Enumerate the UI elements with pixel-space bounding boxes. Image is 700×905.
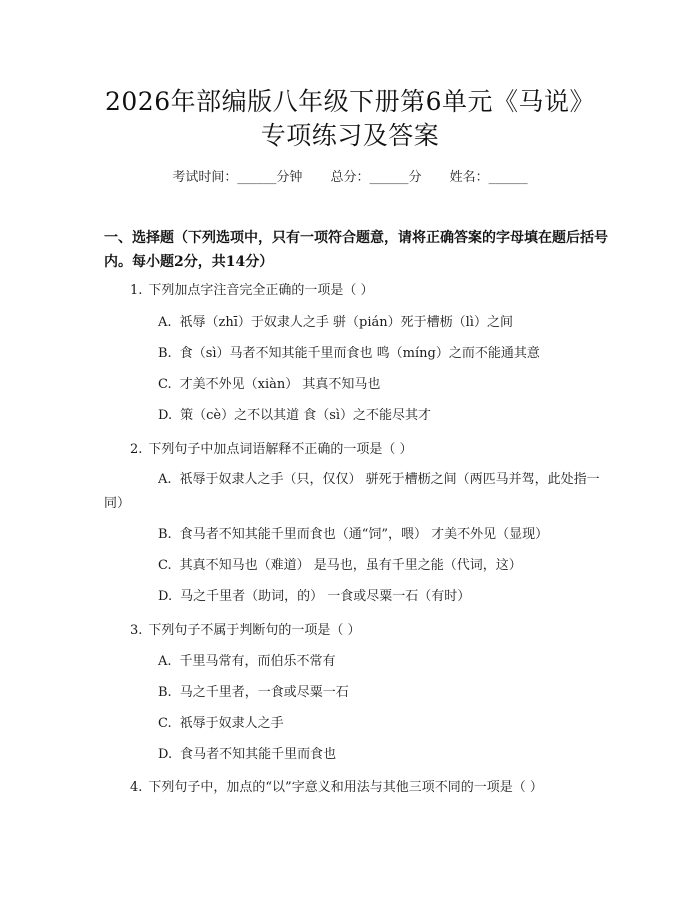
option-letter: C.	[158, 558, 172, 573]
option-1c	[158, 376, 608, 394]
question-3	[130, 622, 610, 640]
question-number: 4.	[130, 780, 143, 795]
option-3d	[158, 746, 608, 764]
option-text: 策（cè）之不以其道 食（sì）之不能尽其才	[180, 408, 432, 423]
student-name-field: 姓名：______	[449, 170, 528, 185]
page-subtitle: 专项练习及答案	[260, 121, 440, 150]
option-1a	[158, 314, 608, 332]
option-text: 祇辱于奴隶人之手（只，仅仅） 骈死于槽枥之间（两匹马并驾，此处指一同）	[104, 472, 600, 511]
option-letter: A.	[158, 654, 172, 669]
option-text: 其真不知马也（难道） 是马也，虽有千里之能（代词，这）	[179, 558, 522, 573]
option-2c	[158, 557, 608, 575]
option-text: 食马者不知其能千里而食也	[180, 747, 337, 762]
exam-info	[0, 169, 700, 187]
option-text: 食（sì）马者不知其能千里而食也 鸣（míng）之而不能通其意	[179, 346, 540, 361]
question-stem: 下列句子中，加点的“以”字意义和用法与其他三项不同的一项是（ ）	[148, 780, 543, 795]
question-stem: 下列句子不属于判断句的一项是（ ）	[148, 623, 361, 638]
question-number: 1.	[130, 283, 143, 298]
question-number: 3.	[130, 623, 143, 638]
option-letter: D.	[158, 408, 173, 423]
question-4	[130, 779, 610, 797]
option-2d	[158, 588, 608, 606]
question-number: 2.	[130, 442, 143, 457]
option-letter: A.	[158, 472, 172, 487]
exam-time-field: 考试时间：______分钟	[172, 170, 303, 185]
option-3c	[158, 715, 608, 733]
option-letter: D.	[158, 747, 173, 762]
option-2a	[104, 468, 614, 516]
option-text: 食马者不知其能千里而食也（通“饲”，喂） 才美不外见（显现）	[179, 527, 549, 542]
question-1	[130, 282, 610, 300]
option-2b	[158, 526, 608, 544]
question-stem: 下列加点字注音完全正确的一项是（ ）	[148, 283, 374, 298]
option-3b	[158, 684, 608, 702]
option-text: 祇辱（zhī）于奴隶人之手 骈（pián）死于槽枥（lì）之间	[179, 315, 513, 330]
option-text: 马之千里者，一食或尽粟一石	[179, 685, 349, 700]
option-letter: B.	[158, 527, 172, 542]
option-text: 才美不外见（xiàn） 其真不知马也	[179, 377, 381, 392]
option-text: 千里马常有，而伯乐不常有	[179, 654, 336, 669]
option-1b	[158, 345, 608, 363]
question-stem: 下列句子中加点词语解释不正确的一项是（ ）	[148, 442, 413, 457]
section-heading: 一、选择题（下列选项中，只有一项符合题意，请将正确答案的字母填在题后括号内。每小题2分，共14分）	[104, 230, 608, 270]
page-title: 2026年部编版八年级下册第6单元《马说》	[104, 87, 596, 116]
option-letter: A.	[158, 315, 172, 330]
option-3a	[158, 653, 608, 671]
question-2	[130, 441, 610, 459]
option-text: 祇辱于奴隶人之手	[179, 716, 284, 731]
option-letter: D.	[158, 589, 173, 604]
option-letter: B.	[158, 685, 172, 700]
option-letter: C.	[158, 377, 172, 392]
option-text: 马之千里者（助词，的） 一食或尽粟一石（有时）	[180, 589, 471, 604]
total-score-field: 总分：______分	[330, 170, 422, 185]
option-letter: C.	[158, 716, 172, 731]
option-1d	[158, 407, 608, 425]
option-letter: B.	[158, 346, 172, 361]
